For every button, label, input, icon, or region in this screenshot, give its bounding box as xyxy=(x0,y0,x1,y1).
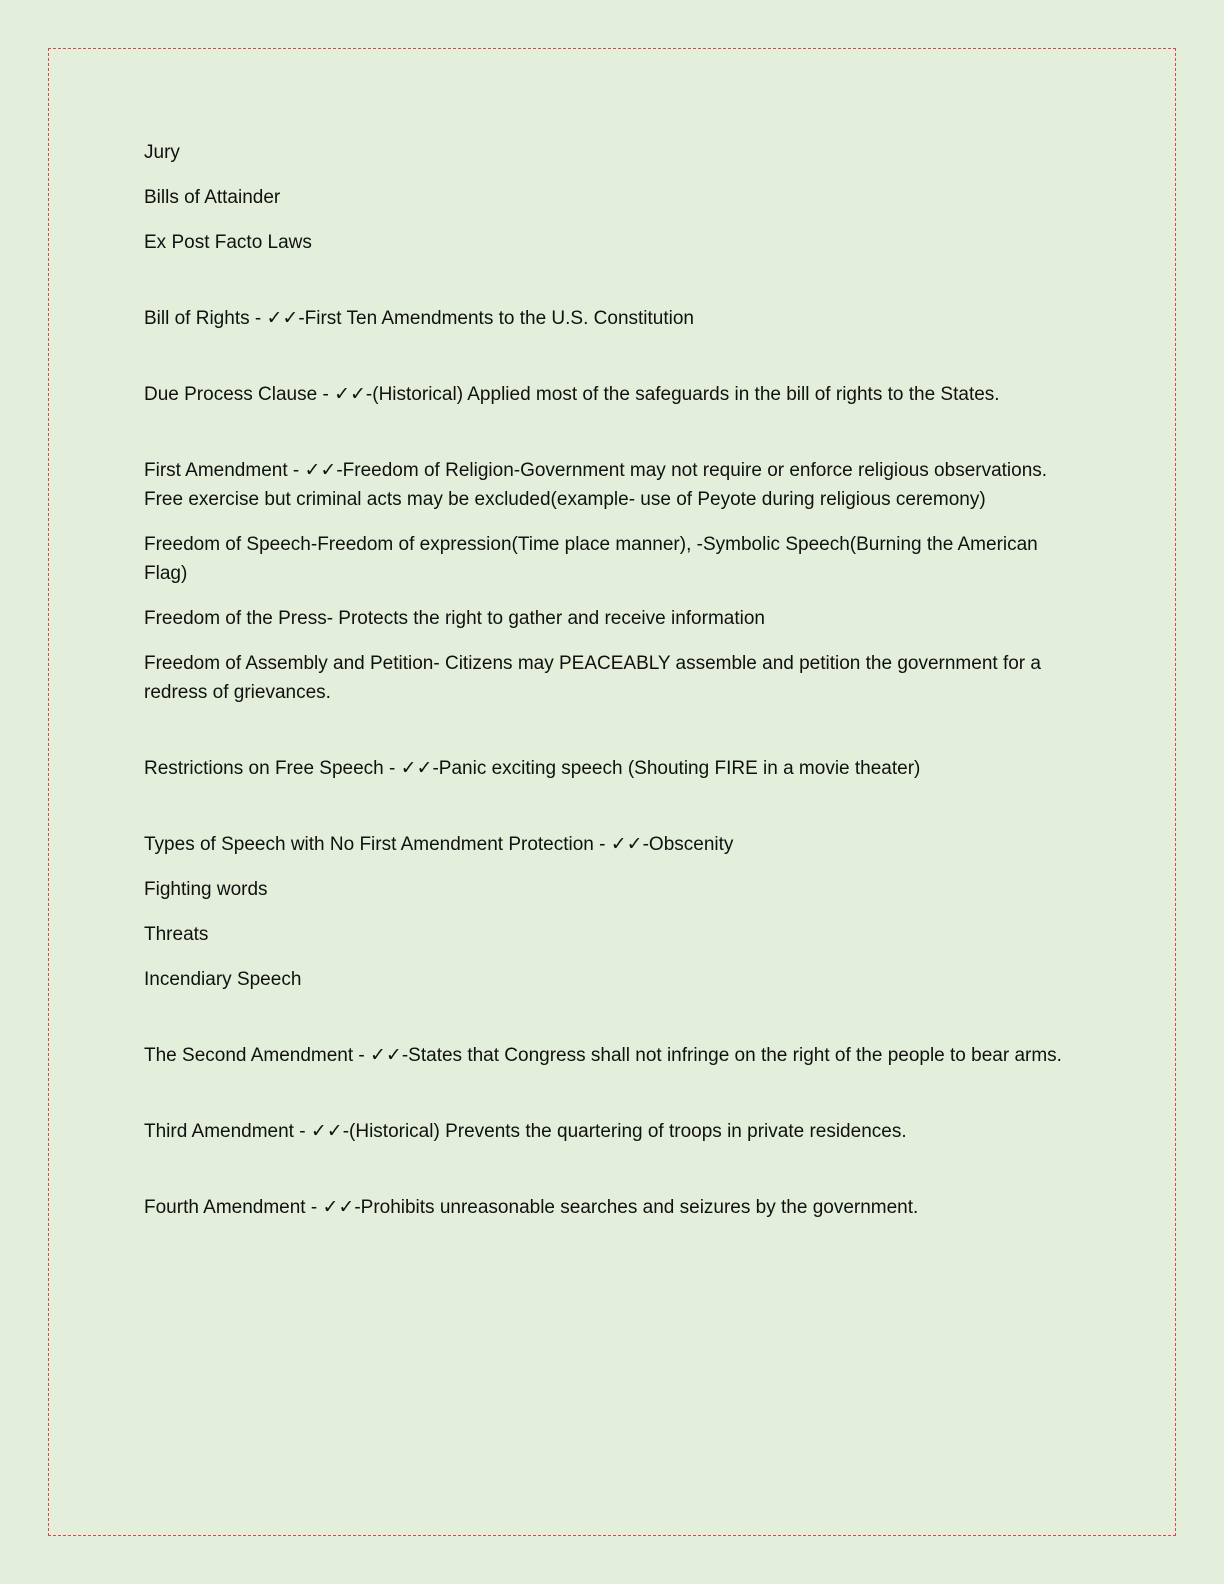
entry-no-protection xyxy=(144,830,1074,859)
no-protection-item: Fighting words xyxy=(144,879,268,900)
checkmark-icon: ✓✓ xyxy=(310,1121,343,1142)
term: Due Process Clause - xyxy=(144,384,335,405)
checkmark-icon: ✓✓ xyxy=(400,758,433,779)
entry-bill-of-rights xyxy=(144,304,1074,333)
intro-ex-post-facto: Ex Post Facto Laws xyxy=(144,232,312,253)
term: First Amendment - xyxy=(144,460,305,481)
entry-second-amendment xyxy=(144,1041,1074,1070)
definition: -Obscenity xyxy=(642,834,734,855)
definition: -First Ten Amendments to the U.S. Constitution xyxy=(298,308,694,329)
term: Fourth Amendment - xyxy=(144,1197,323,1218)
first-amendment-speech: Freedom of Speech-Freedom of expression(Time place manner), -Symbolic Speech(Burning the American Flag) xyxy=(144,534,1038,584)
definition: -States that Congress shall not infringe on the right of the people to bear arms. xyxy=(401,1045,1062,1066)
first-amendment-press: Freedom of the Press- Protects the right to gather and receive information xyxy=(144,608,765,629)
term: Types of Speech with No First Amendment Protection - xyxy=(144,834,611,855)
definition: -(Historical) Applied most of the safeguards in the bill of rights to the States. xyxy=(365,384,1000,405)
first-amendment-assembly: Freedom of Assembly and Petition- Citizens may PEACEABLY assemble and petition the government for a redress of grievances. xyxy=(144,653,1041,703)
definition: -Panic exciting speech (Shouting FIRE in a movie theater) xyxy=(432,758,921,779)
no-protection-item: Threats xyxy=(144,924,209,945)
checkmark-icon: ✓✓ xyxy=(610,834,643,855)
entry-fourth-amendment xyxy=(144,1193,1074,1222)
definition: -Freedom of Religion-Government may not require or enforce religious observations. Free exercise but criminal acts may be excluded(example- use of Peyote during religious ceremony) xyxy=(144,460,1048,510)
checkmark-icon: ✓✓ xyxy=(370,1045,402,1066)
checkmark-icon: ✓✓ xyxy=(266,308,299,329)
term: Restrictions on Free Speech - xyxy=(144,758,401,779)
definition: -(Historical) Prevents the quartering of troops in private residences. xyxy=(342,1121,907,1142)
term: Bill of Rights - xyxy=(144,308,267,329)
intro-bills-of-attainder: Bills of Attainder xyxy=(144,187,281,208)
no-protection-item: Incendiary Speech xyxy=(144,969,302,990)
entry-first-amendment xyxy=(144,456,1074,514)
checkmark-icon: ✓✓ xyxy=(304,460,337,481)
entry-due-process xyxy=(144,380,1074,409)
checkmark-icon: ✓✓ xyxy=(334,384,366,405)
term: Third Amendment - xyxy=(144,1121,311,1142)
checkmark-icon: ✓✓ xyxy=(322,1197,355,1218)
definition: -Prohibits unreasonable searches and seizures by the government. xyxy=(354,1197,919,1218)
term: The Second Amendment - xyxy=(144,1045,371,1066)
document-body xyxy=(144,138,1074,1238)
intro-jury: Jury xyxy=(144,142,180,163)
entry-restrictions xyxy=(144,754,1074,783)
entry-third-amendment xyxy=(144,1117,1074,1146)
